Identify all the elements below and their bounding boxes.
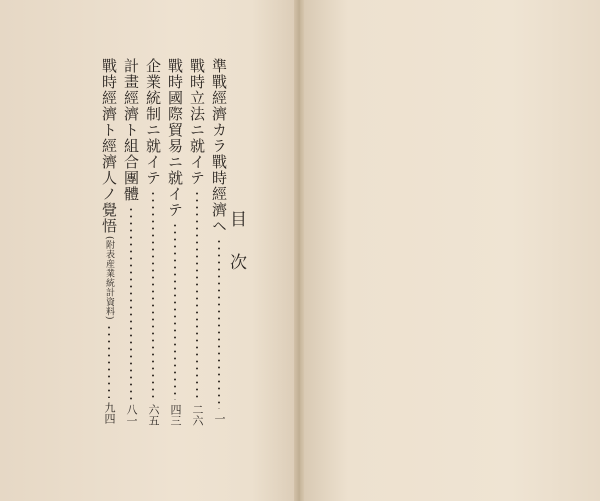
toc-entry-page: 一 (213, 413, 226, 424)
leader-dots (174, 222, 176, 400)
toc-entry-5 (123, 58, 139, 426)
toc-entry-label: 戰時立法ニ就イテ (188, 58, 206, 186)
toc-entry-label: 準戰經濟カラ戰時經濟ヘ (210, 58, 228, 234)
toc-entry-2 (189, 58, 205, 426)
toc-entry-label: 戰時經濟ト經濟人ノ覺悟 (100, 58, 118, 234)
leader-dots (152, 190, 154, 400)
toc-entry-3 (167, 58, 183, 426)
leader-dots (218, 238, 220, 409)
toc-entry-label: 戰時國際貿易ニ就イテ (166, 58, 184, 218)
toc-entry-label: 計畫經濟ト組合團體 (122, 58, 140, 202)
toc-entry-note: (附表産業統計資料) (104, 236, 114, 321)
leader-dots (196, 190, 198, 400)
toc-title (230, 212, 247, 272)
toc-entry-page: 六五 (147, 404, 160, 426)
toc-entry-page: 二六 (191, 404, 204, 426)
toc-entry-4 (145, 58, 161, 426)
toc-entry-6 (101, 58, 117, 424)
toc-entry-label: 企業統制ニ就イテ (144, 58, 162, 186)
toc-entry-1 (211, 58, 227, 424)
toc-entry-page: 八一 (125, 404, 138, 426)
leader-dots (130, 206, 132, 400)
left-page (0, 0, 296, 501)
leader-dots (108, 324, 110, 398)
toc-entry-page: 九四 (103, 402, 116, 424)
toc-title-char: 次 (230, 253, 247, 273)
right-page-blank (304, 0, 600, 501)
toc-title-char: 目 (230, 210, 247, 230)
toc-entry-page: 四三 (169, 404, 182, 426)
